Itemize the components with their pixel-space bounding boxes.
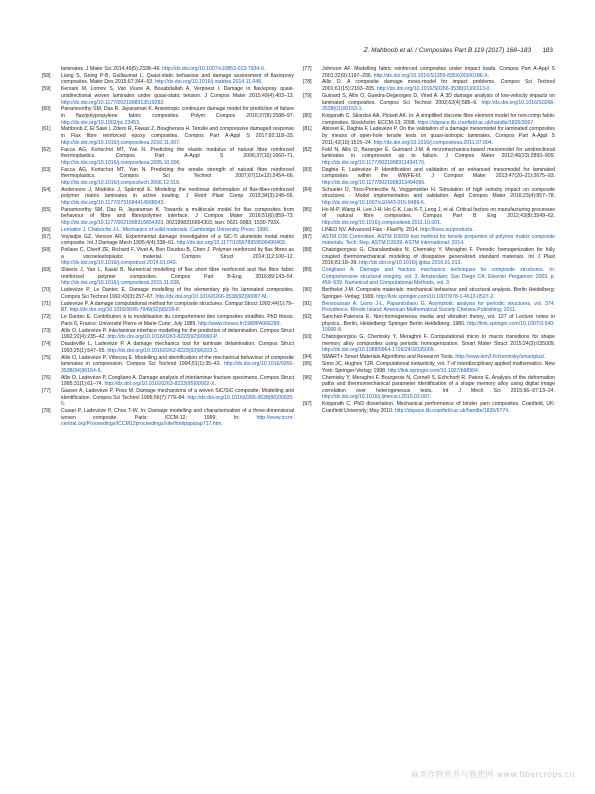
reference-item: [303, 314, 555, 334]
reference-body: [322, 187, 555, 207]
reference-item: [42, 86, 294, 106]
reference-text: SMART+ Smart Materials Algorithms and Research Tools.: [322, 354, 456, 361]
reference-body: [322, 126, 555, 146]
reference-link[interactable]: http://dx.doi.org/10.1177/105678959500400403: [176, 240, 285, 247]
reference-number: [93]: [303, 334, 312, 341]
reference-item: [42, 287, 294, 300]
reference-text: Chemisky Y, Meraghni F, Bourgeois N, Cornell S, Echchorfi R, Patoor E. Analysis of the deformation paths and thermomechanical parameter identification of a shape memory alloy using digital image correlation over heterogeneous tests. Int J Mech Sci 2015;96–97:13–24.: [322, 374, 555, 394]
reference-link[interactable]: http://link.springer.com/10.1007/978-1-4612-0527-2: [376, 293, 494, 300]
reference-link[interactable]: http://dx.doi.org/10.1016/S0266-3538(01)00113-0: [376, 86, 490, 93]
reference-number: [92]: [303, 314, 312, 321]
reference-suffix: .: [544, 354, 546, 361]
reference-link[interactable]: http://dx.doi.org/10.1016/0266-3538(94)90154-6: [61, 361, 294, 374]
reference-link[interactable]: http://dx.doi.org/10.1016/j.compositesb.2011.10.001: [322, 219, 440, 226]
reference-number: [78]: [42, 408, 51, 415]
reference-suffix: .: [221, 421, 223, 428]
reference-number: [71]: [42, 300, 51, 307]
reference-text: Ladevèze P. A damage computational method for composite structures. Comput Struct 1992;44(1):79–87.: [61, 300, 294, 314]
reference-link[interactable]: http://dx.doi.org/10.1016/0266-3538(92)90097-M: [155, 293, 267, 300]
reference-text: Allix O, Ladevèze P, Vittecoq E. Modelling and identification of the mechanical behaviour of composite laminates in compression. Compos Sci Technol 1994;51(1):35–42.: [61, 354, 294, 368]
reference-link[interactable]: http://dx.doi.org/10.1016/0045-7949(92)90226-P: [69, 307, 179, 314]
reference-body: [61, 355, 294, 375]
reference-body: [61, 106, 294, 126]
reference-link[interactable]: http://www.lem3.fr/chemisky/smartplus/: [455, 354, 545, 361]
reference-item: [303, 234, 555, 247]
reference-link[interactable]: http://dx.doi.org/10.1002/pc.23453: [61, 119, 140, 126]
reference-item: [303, 66, 555, 79]
reference-body: [322, 375, 555, 401]
reference-item: [42, 227, 294, 234]
reference-link[interactable]: http://dx.doi.org/10.1016/j.compositesb.2015.11.038: [61, 280, 179, 287]
reference-text: laminates. J Mater Sci 2014;49(5):2338–46.: [61, 66, 163, 72]
reference-number: [70]: [42, 287, 51, 294]
reference-suffix: .: [179, 179, 181, 186]
reference-body: [61, 341, 294, 354]
reference-suffix: . 0021998316654303, issn: 0021-9983, 1530-793X.: [163, 219, 281, 226]
reference-number: [65]: [42, 206, 51, 213]
reference-item: [303, 354, 555, 361]
reference-body: [61, 167, 294, 187]
reference-suffix: .: [489, 86, 491, 93]
reference-link[interactable]: http://dx.doi.org/10.1016/0266-3538(96)00020-6: [61, 394, 294, 408]
reference-body: [61, 227, 294, 234]
reference-text: Kersani M, Lomov S, Van Vuure A, Bouabdallah A, Verpoest I. Damage in flax/epoxy quasi-unidirectional woven laminates under quasi-static tension. J Compos Mater 2015;49(4):403–13.: [61, 86, 294, 99]
reference-text: Guinard S, Allix O, Guedra-Degeorges D, Vinet A. A 3D damage analysis of low-velocity impacts on laminated composites. Compos Sci Technol 2002;62(4):585–9.: [322, 92, 555, 106]
references-left-column: [42, 66, 294, 428]
reference-link[interactable]: http://dx.doi.org/10.1007/s10853-013-7934-0: [162, 66, 264, 72]
reference-text: Poilane C, Cherif ZE, Richard F, Vivet A, Ben Doudou B, Chen J. Polymer reinforced by flax fibres as a viscoelastoplastic material. Compos Struct 2014;112:100–12.: [61, 247, 294, 260]
reference-body: [61, 328, 294, 341]
reference-item: [42, 66, 294, 73]
reference-text: Voyiadjis GZ, Venson AR. Experimental damage investigation of a SiC-Ti aluminide metal matrix composite. Int J Damage Mech 1995;4(4):338–61.: [61, 233, 294, 247]
reference-number: [85]: [303, 206, 312, 213]
reference-link[interactable]: Lemaitre J, Chaboche J-L. Mechanics of solid materials. Cambridge University Press; 1990: [61, 226, 269, 233]
reference-suffix: .: [178, 307, 181, 314]
reference-link[interactable]: http://dx.doi.org/10.1016/j.matdes.2014.11.048: [155, 79, 261, 86]
reference-text: Daudeville L, Ladevèze P. A damage mechanics tool for laminate delamination. Compos Struct 1993;25(1):547–55.: [61, 341, 294, 354]
reference-body: [61, 187, 294, 207]
reference-text: LINEO NV. Advanced Flax - FlaxPly. 2014.: [322, 226, 421, 233]
reference-item: [303, 207, 555, 227]
reference-number: [75]: [42, 354, 51, 361]
reference-body: [322, 227, 555, 234]
reference-number: [97]: [303, 401, 312, 408]
reference-suffix: .: [260, 79, 263, 86]
reference-suffix: .: [268, 226, 270, 233]
reference-link[interactable]: http://dx.doi.org/10.1007/s10443-016-9489-6: [322, 199, 424, 206]
reference-link[interactable]: http://dspace.lib.cranfield.ac.uk/handle/1826/6774: [394, 407, 509, 414]
reference-text: Chatzigeorgiou G, Charalambakis N, Chemisky Y, Meraghni F. Periodic homogenization for fully coupled thermomechanical modeling of dissipative generalized standard materials. Int J Plast 2016;81:18–39.: [322, 247, 555, 267]
reference-body: [322, 401, 555, 414]
reference-suffix: .: [439, 219, 442, 226]
reference-number: [67]: [42, 233, 51, 240]
reference-link[interactable]: http://dx.doi.org/10.1088/0964-1726/24/3/035009: [322, 347, 434, 354]
reference-link[interactable]: Corigliano A. Damage and fracture mechanics techniques for composite structures. In: Comprehensive structural integrity, vol. 3. Amsterdam; San Diego CA: Elsevier Pergamon; 2003. p. 459–539. Numerical and Computational Methods, vol. 3: [322, 267, 555, 287]
reference-text: Allix O, Ladevèze P, Corigliano A. Damage analysis of interlaminar fracture specimens. Compos Struct 1995;31(1):61–74.: [61, 374, 294, 388]
reference-number: [77]: [42, 388, 51, 395]
reference-body: [61, 247, 294, 267]
reference-link[interactable]: http://dx.doi.org/10.1177/0021998313494095: [322, 179, 425, 186]
reference-number: [60]: [42, 106, 51, 113]
reference-number: [82]: [303, 146, 312, 153]
reference-item: [42, 167, 294, 187]
reference-text: Gasser A, Ladevèze P, Poss M. Damage mechanisms of a woven SiC/SiC composite: Modelling and identification. Compos Sci Technol 1996;56(7):779–84.: [61, 388, 294, 401]
reference-item: [303, 375, 555, 401]
reference-suffix: .: [100, 367, 102, 374]
reference-item: [42, 207, 294, 227]
reference-item: [303, 147, 555, 167]
reference-suffix: .: [463, 240, 465, 247]
reference-text: Schueler D, Toso-Pentecôte N, Voggenreiter H. Simulation of high velocity impact on composite structures - Model implementation and validation. Appl Compos Mater 2016;23(4):857–78.: [322, 186, 555, 200]
reference-number: [95]: [303, 361, 312, 368]
reference-suffix: .: [460, 260, 462, 267]
reference-text: Panamoorthy SM, Das R, Jayaraman K. Anisotropic continuum damage model for prediction of failure in flax/polypropylene fabric composites. Polym Compos 2016;37(8):2588–97.: [61, 106, 294, 119]
reference-link[interactable]: http://link.springer.com/10.1007/3-540-10000-8: [322, 320, 555, 334]
reference-item: [42, 408, 294, 428]
page-number: 183: [542, 47, 553, 54]
reference-text: Johnson AF. Modelling fabric reinforced composites under impact loads. Compos Part A-Appl S 2001;32(9):1197–206.: [322, 66, 555, 79]
reference-text: Knipprath C, Skordos AA, Pickett AK. In: A simplified discrete fibre element model for non-crimp fabric composites. Stockholm: ECCM-13; 2008.: [322, 113, 555, 126]
reference-item: [42, 247, 294, 267]
reference-body: [322, 267, 555, 287]
reference-number: [87]: [303, 233, 312, 240]
reference-item: [42, 355, 294, 375]
reference-suffix: .: [279, 320, 281, 327]
reference-number: [62]: [42, 146, 51, 153]
reference-number: [79]: [303, 92, 312, 99]
reference-text: Feld N, Allix O, Baranger E, Guimard J-M. A micromechanics-based mesomodel for unidirectional laminates in compression up to failure. J Compos Mater 2012;46(23):2893–909.: [322, 146, 555, 160]
reference-text: Allix O. A composite damage meso-model for impact problems. Compos Sci Technol 2001;61(15):2193–205.: [322, 79, 555, 93]
reference-item: [42, 388, 294, 408]
reference-text: Liang S, Gning P-B, Guillaumat L. Quasi-static behaviour and damage assessment of flax/epoxy composites. Mater Des 2015;67:344–53.: [61, 72, 294, 86]
reference-number: [74]: [42, 341, 51, 348]
journal-citation: Z. Mahboob et al. / Composites Part B 119 (2017) 168–183: [363, 47, 531, 54]
running-header: [0, 47, 595, 59]
reference-link[interactable]: http://link.springer.com/10.1007/b98904: [387, 367, 478, 374]
reference-link[interactable]: http://dx.doi.org/10.1177/0021998311434170: [322, 159, 424, 166]
reference-number: [81]: [303, 126, 312, 133]
reference-item: [303, 113, 555, 126]
reference-item: [303, 301, 555, 314]
reference-number: [69]: [42, 267, 51, 274]
reference-number: [77]: [303, 66, 312, 72]
references-right-column: [303, 66, 555, 415]
reference-text: Knipprath C. PhD dissertation. Mechanical performance of binder yarn composites. Cranfield, UK: Cranfield University; May 2010.: [322, 401, 555, 414]
reference-number: [91]: [303, 300, 312, 307]
reference-text: Facca AG, Kortschot MT, Yan N. Predicting the elastic modulus of natural fibre reinforced thermoplastics. Compos Part A-Appl S 2006;37(10):1660–71.: [61, 146, 294, 160]
reference-suffix: .: [163, 99, 165, 106]
reference-text: Ho M-P, Wang H, Lee J-H, Ho C-K, Lau K-T, Leng J, et al. Critical factors on manufacturing processes of natural fibre composites. Compos Part B Eng 2012;43(8):3549–62.: [322, 206, 555, 220]
reference-number: [64]: [42, 186, 51, 193]
reference-item: [42, 301, 294, 314]
reference-suffix: .: [423, 199, 426, 206]
reference-link[interactable]: http://www.iccm-central.org/Proceedings/ICCM12proceedings/site/htmlpap/pap717.htm: [61, 414, 294, 428]
reference-number: [66]: [42, 226, 51, 233]
reference-link[interactable]: http://dx.doi.org/10.1177/0021998313519282: [61, 99, 164, 106]
reference-text: Abisset E, Daghia F, Ladevèze P. On the validation of a damage mesomodel for laminated composites by means of open-hole tensile tests on quasi-isotropic laminates. Compos Part A-Appl S 2011;42(10):1515–24.: [322, 126, 555, 146]
reference-suffix: .: [63, 401, 66, 408]
reference-link[interactable]: http://dx.doi.org/10.1016/0263-8223(92)90060-P: [107, 334, 217, 341]
reference-link[interactable]: http://dx.doi.org/10.1016/S0266-3538(01)00153-1: [322, 99, 555, 113]
reference-text: Sliseris J, Yan L, Kasal B. Numerical modelling of flax short fibre reinforced and flax fibre fabric reinforced polymer composites. Compos Part B-Eng 2016;89:143–54.: [61, 267, 294, 280]
reference-number: [59]: [42, 86, 51, 93]
reference-number: [88]: [303, 247, 312, 254]
reference-item: [303, 247, 555, 267]
reference-suffix: .: [340, 327, 343, 334]
reference-item: [303, 187, 555, 207]
reference-suffix: .: [477, 367, 480, 374]
reference-text: Mahboob Z, El Sawi I, Zdero R, Fawaz Z, Bougherara H. Tensile and compressive damaged response in Flax fibre reinforced epoxy composites. Compos Part A-Appl S 2017;92:118–33.: [61, 126, 294, 140]
reference-number: [90]: [303, 287, 312, 294]
reference-body: [61, 267, 294, 287]
reference-link[interactable]: http://lineo.eu/products: [420, 226, 473, 233]
reference-text: Panamoorthy SM, Das R, Jayaraman K. Towards a multiscale model for flax composites from behaviour of fibre and fibre/polymer interface. J Compos Mater 2016;51(6):859–73.: [61, 206, 294, 220]
reference-suffix: .: [491, 139, 494, 146]
reference-body: [61, 287, 294, 300]
reference-suffix: .: [263, 66, 266, 72]
reference-link[interactable]: http://www.theses.fr/1989PA066289: [198, 320, 280, 327]
reference-suffix: .: [533, 119, 535, 126]
reference-body: [61, 207, 294, 227]
reference-number: [94]: [303, 354, 312, 361]
reference-item: [42, 375, 294, 388]
reference-body: [322, 167, 555, 187]
reference-item: [303, 93, 555, 113]
reference-number: [63]: [42, 166, 51, 173]
reference-suffix: .: [493, 293, 495, 300]
reference-link[interactable]: http://dx.doi.org/10.1016/j.compstruct.2014.01.043: [61, 260, 176, 267]
reference-body: [61, 408, 294, 428]
reference-item: [303, 334, 555, 354]
reference-body: [61, 147, 294, 167]
reference-number: [58]: [42, 72, 51, 79]
reference-number: [96]: [303, 374, 312, 381]
reference-body: [61, 301, 294, 314]
reference-item: [303, 287, 555, 300]
reference-item: [42, 147, 294, 167]
reference-body: [322, 287, 555, 300]
reference-item: [303, 126, 555, 146]
reference-text: Simo JC, Hughes TJR. Computational inelasticity, vol. 7 of Interdisciplinary applied mathematics. New York: Springer-Verlag; 1998.: [322, 361, 555, 374]
reference-body: [61, 86, 294, 106]
reference-suffix: .: [284, 240, 287, 247]
reference-body: [61, 388, 294, 408]
reference-link[interactable]: http://dx.doi.org/10.1016/j.ijplas.2016.01.013: [359, 260, 461, 267]
reference-suffix: .: [266, 293, 268, 300]
reference-number: [76]: [42, 374, 51, 381]
reference-suffix: .: [361, 106, 363, 113]
reference-link[interactable]: http://dx.doi.org/10.1016/j.compositesa.2016.11.007: [61, 139, 179, 146]
reference-suffix: .: [214, 381, 216, 388]
reference-text: Allix O, Ladevèze P. Interlaminar interface modelling for the prediction of delamination. Compos Struct 1992;22(4):235–42.: [61, 327, 294, 341]
reference-body: [322, 354, 555, 361]
reference-item: [42, 126, 294, 146]
reference-suffix: .: [514, 307, 517, 314]
reference-number: [89]: [303, 267, 312, 274]
reference-item: [303, 267, 555, 287]
reference-text: Casari P, Ladevèze P, Chou T-W. In: Damage modelling and characterization of a three-dimensional woven composite. Paris: ICCM-12; 1999. In:: [61, 408, 294, 421]
reference-number: [80]: [303, 113, 312, 119]
reference-number: [72]: [42, 314, 51, 321]
reference-item: [42, 73, 294, 86]
reference-body: [322, 147, 555, 167]
reference-body: [322, 79, 555, 92]
reference-number: [78]: [303, 79, 312, 86]
reference-link[interactable]: http://dx.doi.org/10.1016/j.compscitech.2006.12.018: [61, 179, 180, 186]
reference-text: Berthelot J-M. Composite materials: mechanical behaviour and structural analysis. Berlin Heidelberg: Springer- Verlag; 1999.: [322, 287, 555, 300]
reference-number: [68]: [42, 247, 51, 254]
reference-suffix: .: [163, 199, 165, 206]
reference-body: [322, 361, 555, 374]
reference-link[interactable]: http://dx.doi.org/10.1016/j.compositesa.2011.07.004: [373, 139, 492, 146]
reference-link[interactable]: http://dx.doi.org/10.1177/0021998316654303: [61, 219, 164, 226]
reference-number: [61]: [42, 126, 51, 133]
reference-suffix: .: [423, 159, 426, 166]
reference-body: [322, 334, 555, 354]
reference-item: [42, 187, 294, 207]
reference-suffix: .: [178, 139, 181, 146]
reference-link[interactable]: http://dx.doi.org/10.1016/S1359-835X(00)00186-X: [373, 72, 488, 79]
reference-link[interactable]: ASTM D30 Committee. ASTM D3039 test method for tensile properties of polymer matrix composite materials. Tech. Rep. ASTM D3039. ASTM International; 2014: [322, 233, 555, 247]
reference-suffix: .: [472, 226, 474, 233]
reference-suffix: .: [175, 260, 178, 267]
reference-link[interactable]: http://dx.doi.org/10.1177/0731684414568043: [61, 199, 164, 206]
reference-body: [61, 73, 294, 86]
reference-body: [61, 375, 294, 388]
reference-item: [303, 167, 555, 187]
reference-body: [61, 66, 294, 73]
reference-suffix: .: [178, 280, 181, 287]
reference-item: [42, 267, 294, 287]
reference-item: [42, 328, 294, 341]
reference-body: [61, 234, 294, 247]
reference-text: Ladevèze P, Le Dantec E. Damage modelling of the elementary ply for laminated composites. Compos Sci Technol 1992;43(3):257–67.: [61, 287, 294, 300]
reference-number: [86]: [303, 226, 312, 233]
reference-body: [322, 301, 555, 314]
reference-text: Facca AG, Kortschot MT, Yan N. Predicting the tensile strength of natural fibre reinforced thermoplastics. Compos Sci Technol 2007;67(11e12):2454–66.: [61, 166, 294, 180]
reference-text: Daghia F, Ladevèze P. Identification and validation of an enhanced mesomodel for laminated composites within the WWFE-III. J Compos Mater 2013;47(20–21):2675–93.: [322, 166, 555, 180]
reference-item: [303, 361, 555, 374]
reference-body: [61, 126, 294, 146]
reference-item: [42, 106, 294, 126]
reference-suffix: .: [216, 334, 219, 341]
reference-item: [303, 401, 555, 414]
reference-text: Le Dantec E. Contribution à la modélisation du comportement des composites stratifiés. PhD thesis. Paris 6, France: Université Pierre et Marie Curie; July 1989.: [61, 314, 294, 327]
reference-suffix: .: [179, 159, 181, 166]
reference-link[interactable]: http://dx.doi.org/10.1016/j.ijmecsci.2015.03.007: [322, 394, 430, 401]
reference-body: [322, 66, 555, 79]
reference-link[interactable]: http://dx.doi.org/10.1016/0263-8223(93)90203-3: [107, 347, 217, 354]
reference-text: Sanchez-Palencia E. Non-homogeneous media and vibration theory, vol. 127 of Lecture notes in physics,. Berlin, Heidelberg: Springer Berlin Heidelberg; 1980.: [322, 314, 555, 327]
reference-body: [322, 113, 555, 126]
reference-suffix: .: [429, 394, 432, 401]
reference-link[interactable]: Bensoussan A, Lions J-L, Papanicolaou G. Asymptotic analysis for periodic structures, vol. 374. Providence, Rhode Island: American Mathematical Society Chelsea Publishing; 2011: [322, 300, 555, 314]
reference-item: [42, 314, 294, 327]
reference-item: [303, 227, 555, 234]
reference-text: Andersons J, Modniks J, Spārniņš E. Modeling the nonlinear deformation of flax-fiber-reinforced polymer matrix laminates in active loading. J Reinf Plast Comp 2015;34(3):248–56.: [61, 186, 294, 200]
reference-suffix: .: [216, 347, 219, 354]
reference-text: Chatzigeorgiou G, Chemisky Y, Meraghni F. Computational micro to macro transitions for shape memory alloy composites using periodic homogenization. Smart Mater Struct 2015;24(3):035009.: [322, 334, 555, 347]
reference-link[interactable]: http://dx.doi.org/10.1016/j.compositesa.2005.10.006: [61, 159, 180, 166]
reference-link[interactable]: http://dx.doi.org/10.1016/0263-8223(95)00002-X: [104, 381, 215, 388]
watermark: 麻类作物营养与施肥网 www.fibercrops.cn: [410, 770, 575, 779]
reference-suffix: .: [433, 347, 435, 354]
reference-link[interactable]: https://dspace.lib.cranfield.ac.uk/handle/1826/3067: [417, 119, 534, 126]
reference-body: [61, 314, 294, 327]
reference-number: [83]: [303, 166, 312, 173]
reference-number: [84]: [303, 186, 312, 193]
reference-body: [322, 247, 555, 267]
reference-body: [322, 93, 555, 113]
reference-item: [42, 234, 294, 247]
reference-item: [42, 341, 294, 354]
reference-body: [322, 234, 555, 247]
reference-body: [322, 314, 555, 334]
reference-suffix: .: [508, 407, 510, 414]
reference-body: [322, 207, 555, 227]
reference-suffix: .: [487, 72, 490, 79]
reference-suffix: .: [424, 179, 426, 186]
reference-suffix: .: [448, 280, 451, 287]
reference-suffix: .: [139, 119, 141, 126]
reference-number: [73]: [42, 327, 51, 334]
reference-item: [303, 79, 555, 92]
